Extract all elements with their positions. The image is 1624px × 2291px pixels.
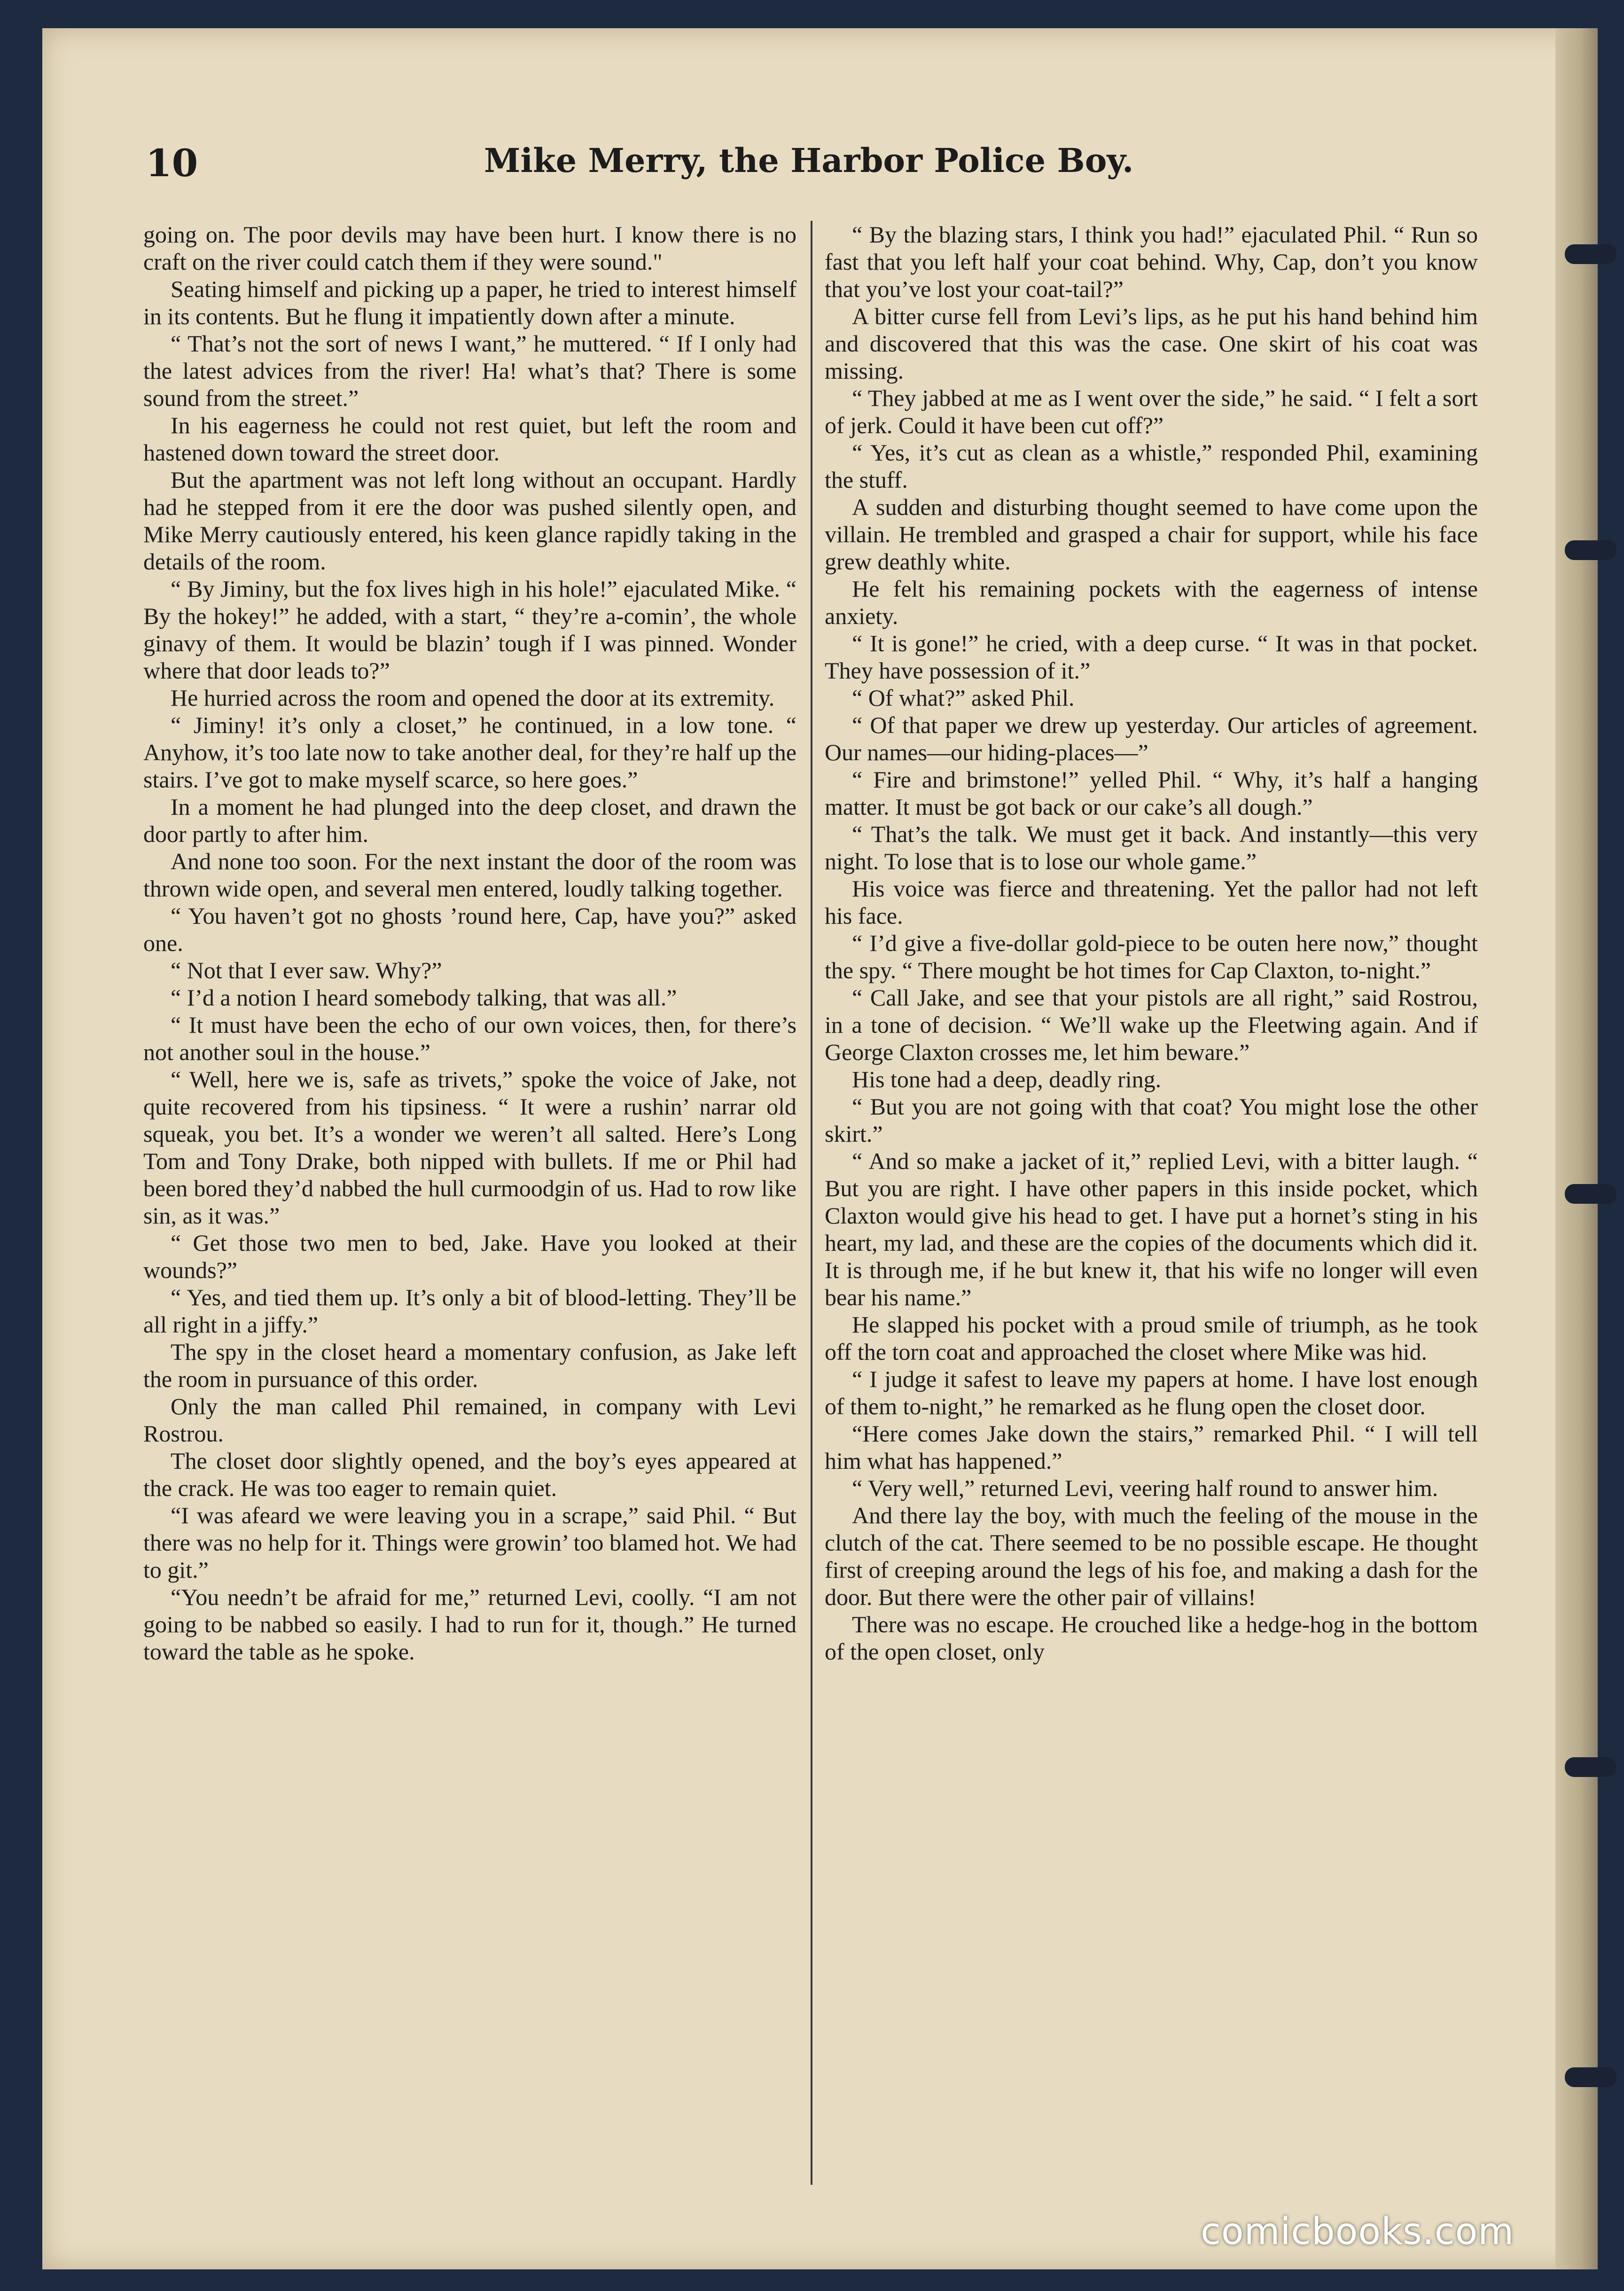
paragraph: “ Of that paper we drew up yesterday. Our articles of agreement. Our names—our hiding-places—”	[825, 712, 1478, 765]
paragraph: “ Fire and brimstone!” yelled Phil. “ Why, it’s half a hanging matter. It must be got back or our cake’s all dough.”	[825, 766, 1478, 820]
paragraph: Seating himself and picking up a paper, he tried to interest himself in its contents. But he flung it impatiently down after a minute.	[143, 276, 796, 329]
paragraph: “ Of what?” asked Phil.	[852, 685, 1075, 711]
paragraph: “ By Jiminy, but the fox lives high in his hole!” ejaculated Mike. “ By the hokey!” he added, with a start, “ they’re a-comin’, the whole ginavy of them. It would be blazin’ tough if I was pinned. Wonder where that door leads to?”	[143, 576, 796, 684]
paragraph: “Here comes Jake down the stairs,” remarked Phil. “ I will tell him what has happened.”	[825, 1420, 1478, 1474]
paragraph: But the apartment was not left long without an occupant. Hardly had he stepped from it ere the door was pushed silently open, and Mike Merry cautiously entered, his keen glance rapidly taking in the details of the room.	[143, 467, 796, 575]
paragraph: “ And so make a jacket of it,” replied Levi, with a bitter laugh. “ But you are right. I have other papers in this inside pocket, which Claxton would give his head to get. I have put a hornet’s sting in his heart, my lad, and these are the copies of the documents which did it. It is through me, if he but knew it, that his wife no longer will even bear his name.”	[825, 1148, 1478, 1310]
paragraph: “ That’s the talk. We must get it back. And instantly—this very night. To lose that is to lose our whole game.”	[825, 821, 1478, 874]
paragraph: “ I judge it safest to leave my papers at home. I have lost enough of them to-night,” he remarked as he flung open the closet door.	[825, 1366, 1478, 1419]
paragraph: There was no escape. He crouched like a hedge-hog in the bottom of the open closet, only	[825, 1611, 1478, 1665]
paragraph: His tone had a deep, deadly ring.	[852, 1066, 1162, 1092]
paragraph: He slapped his pocket with a proud smile of triumph, as he took off the torn coat and approached the closet where Mike was hid.	[825, 1311, 1478, 1365]
paragraph: “ That’s not the sort of news I want,” he muttered. “ If I only had the latest advices from the river! Ha! what’s that? There is some sound from the street.”	[143, 330, 796, 411]
binding-staple	[1565, 1757, 1616, 1777]
binding-staple	[1565, 1184, 1616, 1204]
binding-staple	[1565, 2067, 1616, 2087]
running-head	[146, 141, 1499, 193]
paragraph: “ By the blazing stars, I think you had!” ejaculated Phil. “ Run so fast that you left half your coat behind. Why, Cap, don’t you know that you’ve lost your coat-tail?”	[825, 221, 1478, 302]
paragraph: “ I’d give a five-dollar gold-piece to be outen here now,” thought the spy. “ There mought be hot times for Cap Claxton, to-night.”	[825, 930, 1478, 983]
paragraph: going on. The poor devils may have been hurt. I know there is no craft on the river could catch them if they were sound."	[143, 221, 796, 275]
page-title: Mike Merry, the Harbor Police Boy.	[484, 141, 1134, 180]
paragraph: In a moment he had plunged into the deep closet, and drawn the door partly to after him.	[143, 794, 796, 847]
paragraph: And there lay the boy, with much the feeling of the mouse in the clutch of the cat. There seemed to be no possible escape. He thought first of creeping around the legs of his foe, and making a dash for the door. But there were the other pair of villains!	[825, 1502, 1478, 1610]
page-spine	[1555, 28, 1598, 2269]
paragraph: He felt his remaining pockets with the eagerness of intense anxiety.	[825, 576, 1478, 629]
binding-staple	[1565, 244, 1616, 264]
paragraph: Only the man called Phil remained, in company with Levi Rostrou.	[143, 1393, 796, 1447]
paragraph: “ Yes, and tied them up. It’s only a bit of blood-letting. They’ll be all right in a jiffy.”	[143, 1284, 796, 1338]
paragraph: “ You haven’t got no ghosts ’round here, Cap, have you?” asked one.	[143, 903, 796, 956]
paragraph: He hurried across the room and opened the door at its extremity.	[171, 685, 775, 711]
paragraph: “You needn’t be afraid for me,” returned Levi, coolly. “I am not going to be nabbed so easily. I had to run for it, though.” He turned toward the table as he spoke.	[143, 1584, 796, 1665]
paragraph: “ But you are not going with that coat? You might lose the other skirt.”	[825, 1093, 1478, 1147]
paragraph: A bitter curse fell from Levi’s lips, as he put his hand behind him and discovered that this was the case. One skirt of his coat was missing.	[825, 303, 1478, 384]
paragraph: In his eagerness he could not rest quiet, but left the room and hastened down toward the street door.	[143, 412, 796, 466]
paragraph: “I was afeard we were leaving you in a scrape,” said Phil. “ But there was no help for it. Things were growin’ too blamed hot. We had to git.”	[143, 1502, 796, 1583]
paragraph: “ Yes, it’s cut as clean as a whistle,” responded Phil, examining the stuff.	[825, 439, 1478, 493]
paragraph: “ Well, here we is, safe as trivets,” spoke the voice of Jake, not quite recovered from his tipsiness. “ It were a rushin’ narrar old squeak, you bet. It’s a wonder we weren’t all salted. Here’s Long Tom and Tony Drake, both nipped with bullets. If me or Phil had been bored they’d nabbed the hull curmoodgin of us. Had to row like sin, as it was.”	[143, 1066, 796, 1229]
paragraph: And none too soon. For the next instant the door of the room was thrown wide open, and several men entered, loudly talking together.	[143, 848, 796, 902]
paragraph: “ Not that I ever saw. Why?”	[171, 957, 442, 983]
paragraph: “ It is gone!” he cried, with a deep curse. “ It was in that pocket. They have possession of it.”	[825, 630, 1478, 684]
paragraph: A sudden and disturbing thought seemed to have come upon the villain. He trembled and grasped a chair for support, while his face grew deathly white.	[825, 494, 1478, 575]
paragraph: “ Very well,” returned Levi, veering half round to answer him.	[852, 1475, 1438, 1501]
right-column	[825, 221, 1478, 2185]
binding-staple	[1565, 540, 1616, 560]
paragraph: The closet door slightly opened, and the boy’s eyes appeared at the crack. He was too eager to remain quiet.	[143, 1448, 796, 1501]
paragraph: “ Jiminy! it’s only a closet,” he continued, in a low tone. “ Anyhow, it’s too late now to take another deal, for they’re half up the stairs. I’ve got to make myself scarce, so here goes.”	[143, 712, 796, 793]
watermark: comicbooks.com	[1201, 2211, 1515, 2253]
paragraph: “ It must have been the echo of our own voices, then, for there’s not another soul in the house.”	[143, 1012, 796, 1065]
paragraph: “ Get those two men to bed, Jake. Have you looked at their wounds?”	[143, 1230, 796, 1283]
paragraph: His voice was fierce and threatening. Yet the pallor had not left his face.	[825, 875, 1478, 929]
paragraph: “ Call Jake, and see that your pistols are all right,” said Rostrou, in a tone of decision. “ We’ll wake up the Fleetwing again. And if George Claxton crosses me, let him beware.”	[825, 984, 1478, 1065]
left-column	[143, 221, 796, 2185]
page-number: 10	[146, 141, 198, 185]
column-divider	[811, 221, 812, 2185]
paragraph: The spy in the closet heard a momentary confusion, as Jake left the room in pursuance of this order.	[143, 1339, 796, 1392]
paragraph: “ I’d a notion I heard somebody talking, that was all.”	[171, 984, 677, 1011]
paragraph: “ They jabbed at me as I went over the side,” he said. “ I felt a sort of jerk. Could it have been cut off?”	[825, 385, 1478, 438]
